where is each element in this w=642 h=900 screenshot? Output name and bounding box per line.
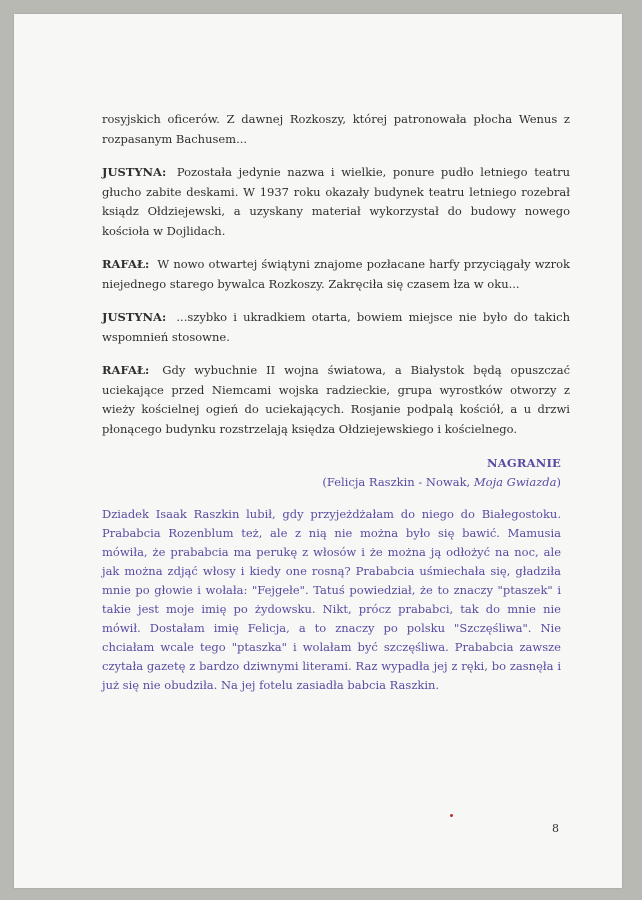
- speaker-name: RAFAŁ:: [102, 363, 150, 377]
- speaker-name: RAFAŁ:: [102, 257, 150, 271]
- dialogue-text: W nowo otwartej świątyni znajome pozłacane harfy przyciągały wzrok niejednego starego bywalca Rozkoszy. Zakręciła się czasem łza w oku...: [102, 257, 570, 291]
- recording-source-suffix: ): [556, 475, 561, 489]
- page-sheet: [14, 14, 622, 888]
- ink-speck: [450, 814, 453, 817]
- dialogue-paragraph: [102, 163, 570, 241]
- dialogue-paragraph: [102, 110, 570, 149]
- dialogue-paragraph: [102, 308, 570, 347]
- speaker-name: JUSTYNA:: [102, 165, 167, 179]
- recording-source-prefix: (Felicja Raszkin - Nowak,: [322, 475, 474, 489]
- dialogue-text: Gdy wybuchnie II wojna światowa, a Białystok będą opuszczać uciekające przed Niemcami wojska radzieckie, grupa wyrostków otworzy z wieży kościelnej ogień do uciekających. Rosjanie podpalą kościół, a u drzwi płonącego budynku rozstrzelają księdza Ołdziejewskiego i kościelnego.: [102, 363, 571, 436]
- dialogue-text: Pozostała jedynie nazwa i wielkie, ponure pudło letniego teatru głucho zabite deskami. W 1937 roku okazały budynek teatru letniego rozebrał ksiądz Ołdziejewski, a uzyskany materiał wykorzystał do budowy nowego kościoła w Dojlidach.: [102, 165, 571, 238]
- speaker-name: JUSTYNA:: [102, 310, 167, 324]
- dialogue-paragraph: [102, 255, 570, 294]
- recording-source: [102, 473, 561, 492]
- recording-body: Dziadek Isaak Raszkin lubił, gdy przyjeżdżałam do niego do Białegostoku. Prababcia Rozenblum też, ale z nią nie można było się bawić. Mamusia mówiła, że prababcia ma perukę z włosów i że można ją odłożyć na noc, ale jak można zdjąć włosy i kiedy one rosną? Prababcia uśmiechała się, gładziła mnie po głowie i wołała: "Fejgełe". Tatuś powiedział, że to znaczy "ptaszek" i takie jest moje imię po żydowsku. Nikt, prócz prababci, tak do mnie nie mówił. Dostałam imię Felicja, a to znaczy po polsku "Szczęśliwa". Nie chciałam wcale tego "ptaszka" i wolałam być szczęśliwa. Prababcia zawsze czytała gazetę z bardzo dziwnymi literami. Raz wypadła jej z ręki, bo zasnęła i już się nie obudziła. Na jej fotelu zasiadła babcia Raszkin.: [102, 507, 561, 692]
- dialogue-text: ...szybko i ukradkiem otarta, bowiem miejsce nie było do takich wspomnień stosowne.: [102, 310, 571, 344]
- recording-source-work: Moja Gwiazda: [473, 475, 557, 489]
- dialogue-paragraph: [102, 361, 570, 439]
- recording-title: NAGRANIE: [487, 456, 561, 470]
- page-number: 8: [552, 822, 559, 835]
- dialogue-section: [102, 110, 570, 453]
- dialogue-text: rosyjskich oficerów. Z dawnej Rozkoszy, której patronowała płocha Wenus z rozpasanym Bachusem...: [102, 112, 570, 146]
- recording-section: [102, 454, 561, 695]
